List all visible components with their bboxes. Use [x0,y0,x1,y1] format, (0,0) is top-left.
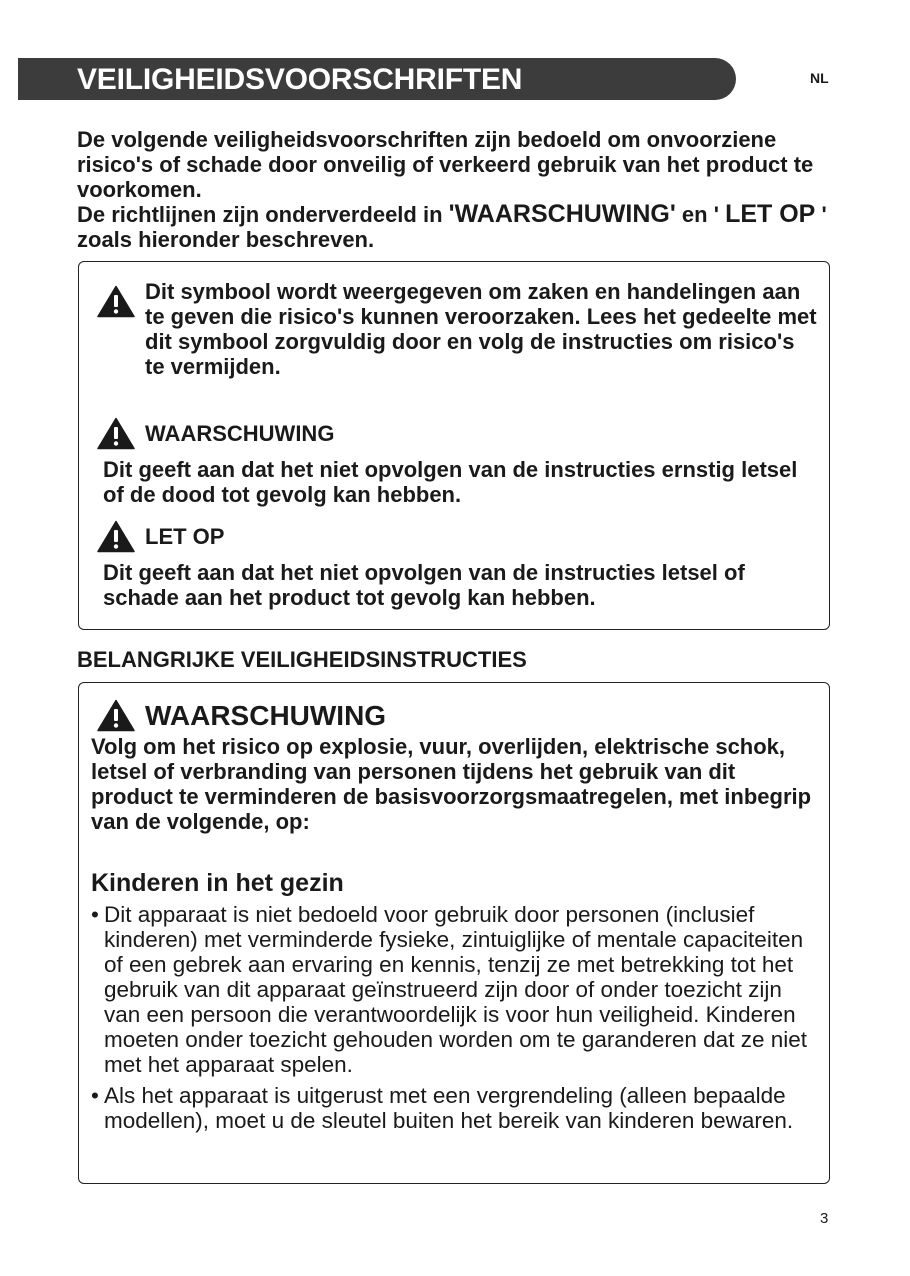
warning-intro: Volg om het risico op explosie, vuur, overlijden, elektrische schok, letsel of verbranding van personen tijdens het gebruik van dit product te verminderen de basisvoorzorgsmaatregelen, met inbegrip van de volgende, op: [91,734,812,834]
legend-symbol-row [97,279,817,379]
intro-term-warning: 'WAARSCHUWING' [448,200,676,228]
intro-line-1: De volgende veiligheidsvoorschriften zijn bedoeld om onvoorziene risico's of schade door onveilig of verkeerd gebruik van het product te voorkomen. [77,127,814,202]
warning-triangle-icon [97,520,135,553]
page-number: 3 [820,1210,829,1227]
intro-line-2-mid: en ' [675,202,719,227]
language-code: NL [810,70,829,86]
intro-text [77,127,837,252]
legend-warning-label: WAARSCHUWING [145,421,335,446]
section-title: BELANGRIJKE VEILIGHEIDSINSTRUCTIES [77,647,527,672]
intro-line-2-start: De richtlijnen zijn onderverdeeld in [77,202,449,227]
warning-triangle-icon [97,417,135,450]
bullet-list [91,902,819,1139]
warning-box [78,682,830,1184]
legend-warning-desc: Dit geeft aan dat het niet opvolgen van de instructies ernstig letsel of de dood tot gevolg kan hebben. [103,457,798,507]
intro-line-2-end: ' zoals hieronder beschreven. [77,202,827,252]
list-item [91,902,819,1077]
list-item-text: Als het apparaat is uitgerust met een vergrendeling (alleen bepaalde modellen), moet u de sleutel buiten het bereik van kinderen bewaren. [104,1083,794,1133]
legend-box [78,261,830,630]
legend-symbol-text: Dit symbool wordt weergegeven om zaken en handelingen aan te geven die risico's kunnen veroorzaken. Lees het gedeelte met dit symbool zorgvuldig door en volg de instructies om risico's te vermijden. [145,279,817,379]
intro-line-2 [77,202,837,252]
legend-caution-desc: Dit geeft aan dat het niet opvolgen van de instructies letsel of schade aan het product tot gevolg kan hebben. [103,560,745,610]
intro-term-caution: LET OP [725,200,816,228]
warning-triangle-icon [97,285,135,318]
page-title: VEILIGHEIDSVOORSCHRIFTEN [77,63,523,96]
legend-caution-label: LET OP [145,524,225,549]
warning-triangle-icon [97,699,135,732]
list-item-text: Dit apparaat is niet bedoeld voor gebruik door personen (inclusief kinderen) met verminderde fysieke, zintuiglijke of mentale capaciteiten of een gebrek aan ervaring en kennis, tenzij ze met betrekking tot het gebruik van dit apparaat geïnstrueerd zijn door of onder toezicht zijn van een persoon die verantwoordelijk is voor hun veiligheid. Kinderen moeten onder toezicht gehouden worden om te garanderen dat ze niet met het apparaat spelen. [104,902,807,1077]
bullet-dot: • [91,902,99,927]
subsection-title: Kinderen in het gezin [91,869,344,897]
warning-label: WAARSCHUWING [145,700,387,731]
list-item [91,1083,819,1133]
bullet-dot: • [91,1083,99,1108]
